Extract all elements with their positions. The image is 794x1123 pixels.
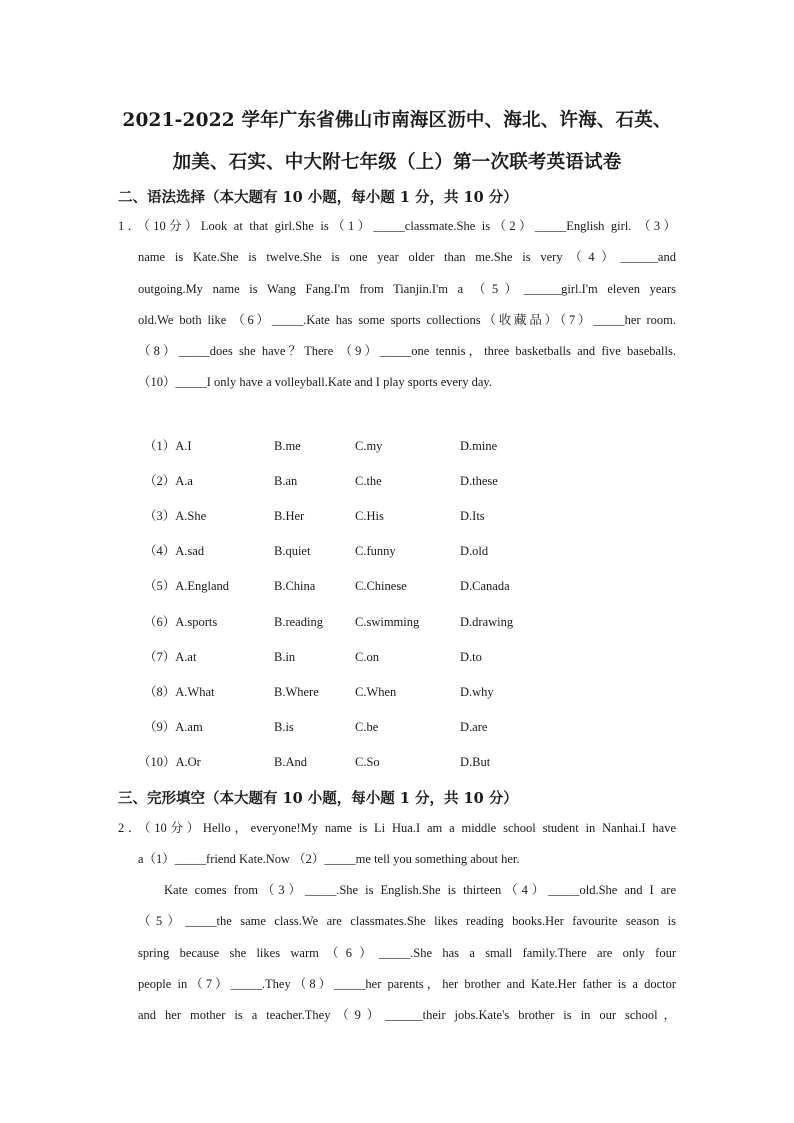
option-a[interactable]: （1）A.I — [144, 439, 192, 453]
option-b[interactable]: B.Where — [274, 685, 319, 699]
option-d[interactable]: D.are — [460, 720, 488, 734]
passage-line: people in（7）_____.They（8）_____her parents，her brother and Kate.Her father is a doctor — [138, 977, 676, 991]
option-a[interactable]: （7）A.at — [144, 650, 197, 664]
option-c[interactable]: C.His — [355, 509, 384, 523]
exam-title-line-2: 加美、石实、中大附七年级（上）第一次联考英语试卷 — [172, 152, 622, 173]
option-c[interactable]: C.funny — [355, 544, 396, 558]
option-c[interactable]: C.So — [355, 755, 380, 769]
option-c[interactable]: C.swimming — [355, 615, 420, 629]
option-b[interactable]: B.in — [274, 650, 296, 664]
option-c[interactable]: C.Chinese — [355, 579, 407, 593]
passage-line: spring because she likes warm（6）_____.She has a small family.There are only four — [138, 946, 676, 960]
passage-line: 2．（10分）Hello，everyone!My name is Li Hua.I am a middle school student in Nanhai.I have — [118, 821, 676, 835]
option-a[interactable]: （5）A.England — [144, 579, 230, 593]
exam-title-line-1: 2021-2022 学年广东省佛山市南海区沥中、海北、许海、石英、 — [122, 110, 672, 131]
option-b[interactable]: B.China — [274, 579, 316, 593]
section-heading-cloze: 三、完形填空（本大题有 10 小题，每小题 1 分，共 10 分） — [118, 790, 518, 807]
option-c[interactable]: C.be — [355, 720, 379, 734]
option-b[interactable]: B.an — [274, 474, 298, 488]
option-b[interactable]: B.me — [274, 439, 301, 453]
option-a[interactable]: （10）A.Or — [138, 755, 201, 769]
passage-line: old.We both like （6）_____.Kate has some sports collections（收藏品）（7）_____her room. — [138, 313, 676, 327]
option-c[interactable]: C.When — [355, 685, 397, 699]
option-c[interactable]: C.the — [355, 474, 382, 488]
option-b[interactable]: B.Her — [274, 509, 305, 523]
section-heading-grammar: 二、语法选择（本大题有 10 小题，每小题 1 分，共 10 分） — [118, 189, 518, 206]
passage-line: and her mother is a teacher.They（9）______their jobs.Kate's brother is in our school， — [138, 1008, 676, 1022]
option-b[interactable]: B.is — [274, 720, 294, 734]
passage-line: （8）_____does she have？There （9）_____one tennis，three basketballs and five baseballs. — [138, 344, 676, 358]
option-a[interactable]: （2）A.a — [144, 474, 193, 488]
option-a[interactable]: （3）A.She — [144, 509, 207, 523]
option-a[interactable]: （9）A.am — [144, 720, 203, 734]
option-a[interactable]: （4）A.sad — [144, 544, 205, 558]
option-b[interactable]: B.reading — [274, 615, 323, 629]
option-a[interactable]: （6）A.sports — [144, 615, 218, 629]
option-d[interactable]: D.drawing — [460, 615, 514, 629]
option-d[interactable]: D.old — [460, 544, 489, 558]
option-d[interactable]: D.Canada — [460, 579, 510, 593]
option-d[interactable]: D.to — [460, 650, 482, 664]
passage-line: 1．（10分）Look at that girl.She is（1）_____classmate.She is（2）_____English girl. （3） — [118, 219, 676, 233]
option-b[interactable]: B.quiet — [274, 544, 311, 558]
option-a[interactable]: （8）A.What — [144, 685, 215, 699]
passage-line: （5）_____the same class.We are classmates.She likes reading books.Her favourite season is — [138, 914, 676, 928]
option-c[interactable]: C.on — [355, 650, 379, 664]
passage-line: （10）_____I only have a volleyball.Kate and I play sports every day. — [138, 375, 492, 389]
option-c[interactable]: C.my — [355, 439, 383, 453]
option-b[interactable]: B.And — [274, 755, 307, 769]
option-d[interactable]: D.mine — [460, 439, 498, 453]
option-d[interactable]: D.Its — [460, 509, 485, 523]
option-d[interactable]: D.why — [460, 685, 494, 699]
option-d[interactable]: D.these — [460, 474, 498, 488]
passage-line: outgoing.My name is Wang Fang.I'm from Tianjin.I'm a （5）______girl.I'm eleven years — [138, 282, 676, 296]
passage-line: name is Kate.She is twelve.She is one year older than me.She is very（4）______and — [138, 250, 676, 264]
passage-line: Kate comes from（3）_____.She is English.She is thirteen（4）_____old.She and I are — [164, 883, 676, 897]
option-d[interactable]: D.But — [460, 755, 491, 769]
passage-line: a（1）_____friend Kate.Now （2）_____me tell you something about her. — [138, 852, 520, 866]
